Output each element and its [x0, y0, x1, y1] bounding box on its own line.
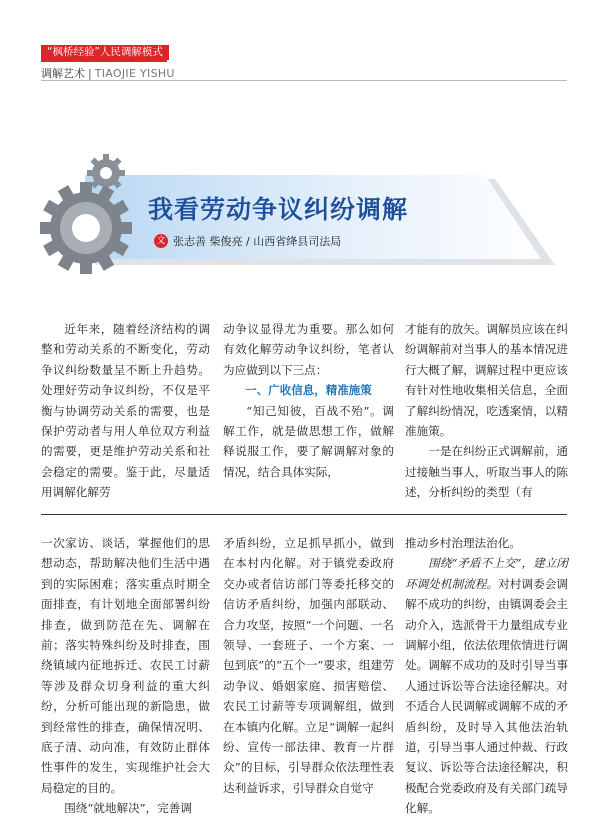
paragraph: “知己知彼，百战不殆”。调解工作，就是做思想工作，做解释说服工作，要了解调解对象的情况，结合具体实际，: [223, 403, 394, 479]
section-heading: 一、广收信息，精准施策: [245, 383, 372, 398]
paragraph: 近年来，随着经济结构的调整和劳动关系的不断变化，劳动争议纠纷数量呈不断上升趋势。处理好劳动争议纠纷，不仅是平衡与协调劳动关系的需要，也是保护劳动者与用人单位双方利益的需要，更是维护劳动关系和社会稳定的需要。鉴于此，尽量适用调解化解劳: [41, 322, 210, 500]
paragraph: 才能有的放矢。调解员应该在纠纷调解前对当事人的基本情况进行大概了解，调解过程中更应该有针对性地收集相关信息，全面了解纠纷情况，吃透案情，以精准施策。: [405, 322, 568, 439]
column-tag: “枫桥经验”人民调解模式: [41, 45, 169, 60]
section-label-en: TIAOJIE YISHU: [94, 67, 175, 80]
emphasis-text: 围绕“矛盾不上交”，建立闭环调处机制流程。: [405, 556, 568, 591]
top-column-3: [405, 319, 568, 503]
paragraph: 围绕“就地解决”，完善调: [64, 801, 192, 816]
gear-icon: [38, 150, 158, 280]
section-label-cn: 调解艺术: [41, 67, 85, 80]
paragraph: 动争议显得尤为重要。那么如何有效化解劳动争议纠纷，笔者认为应做到以下三点：: [223, 322, 394, 377]
bottom-column-2: [223, 533, 394, 798]
header-red-line: [41, 60, 167, 62]
section-separator: |: [88, 67, 92, 80]
top-column-2: [223, 319, 394, 482]
top-column-1: [41, 319, 210, 503]
bottom-column-1: [41, 533, 210, 819]
author-icon: 文: [154, 234, 168, 248]
paragraph: 一次家访、谈话，掌握他们的思想动态，帮助解决他们生活中遇到的实际困难；落实重点时期全面排查，有计划地全面部署纠纷排查，做到防范在先、调解在前；落实特殊纠纷及时排查，围绕镇域内征地拆迁、农民工讨薪等涉及群众切身利益的重大纠纷，分析可能出现的新隐患，做到经常性的排查，确保情况明、底子清、动向准，有效防止群体性事件的发生，实现维护社会大局稳定的目的。: [41, 536, 210, 795]
header-rule: [41, 80, 567, 81]
article-title: 我看劳动争议纠纷调解: [148, 195, 409, 224]
paragraph: 一是在纠纷正式调解前，通过接触当事人，听取当事人的陈述，分析纠纷的类型（有: [405, 444, 568, 500]
byline: 张志善 柴俊亮 / 山西省绛县司法局: [173, 235, 342, 248]
paragraph: [405, 553, 568, 818]
paragraph-text: 对村调委会调解不成功的纠纷，由镇调委会主动介入，选派骨干力量组成专业调解小组，依法依理依情进行调处。调解不成功的及时引导当事人通过诉讼等合法途径解决。对不适合人民调解或调解不成的矛盾纠纷，及时导入其他法治轨道，引导当事人通过仲裁、行政复议、诉讼等合法途径解决，积极配合党委政府及有关部门疏导化解。: [405, 576, 568, 816]
paragraph: 矛盾纠纷，立足抓早抓小，做到在本村内化解。对于镇党委政府交办或者信访部门等委托移交的信访矛盾纠纷，加强内部联动、合力攻坚，按照“一个问题、一名领导、一套班子、一个方案、一包到底”的“五个一”要求，组建劳动争议、婚姻家庭、损害赔偿、农民工讨薪等专项调解组，做到在本镇内化解。立足“调解一起纠纷、宣传一部法律、教育一片群众”的目标，引导群众依法理性表达利益诉求，引导群众自觉守: [223, 536, 394, 795]
section-label: [41, 65, 175, 81]
paragraph: 推动乡村治理法治化。: [405, 536, 521, 550]
bottom-column-3: [405, 533, 568, 819]
divider: [41, 514, 567, 515]
